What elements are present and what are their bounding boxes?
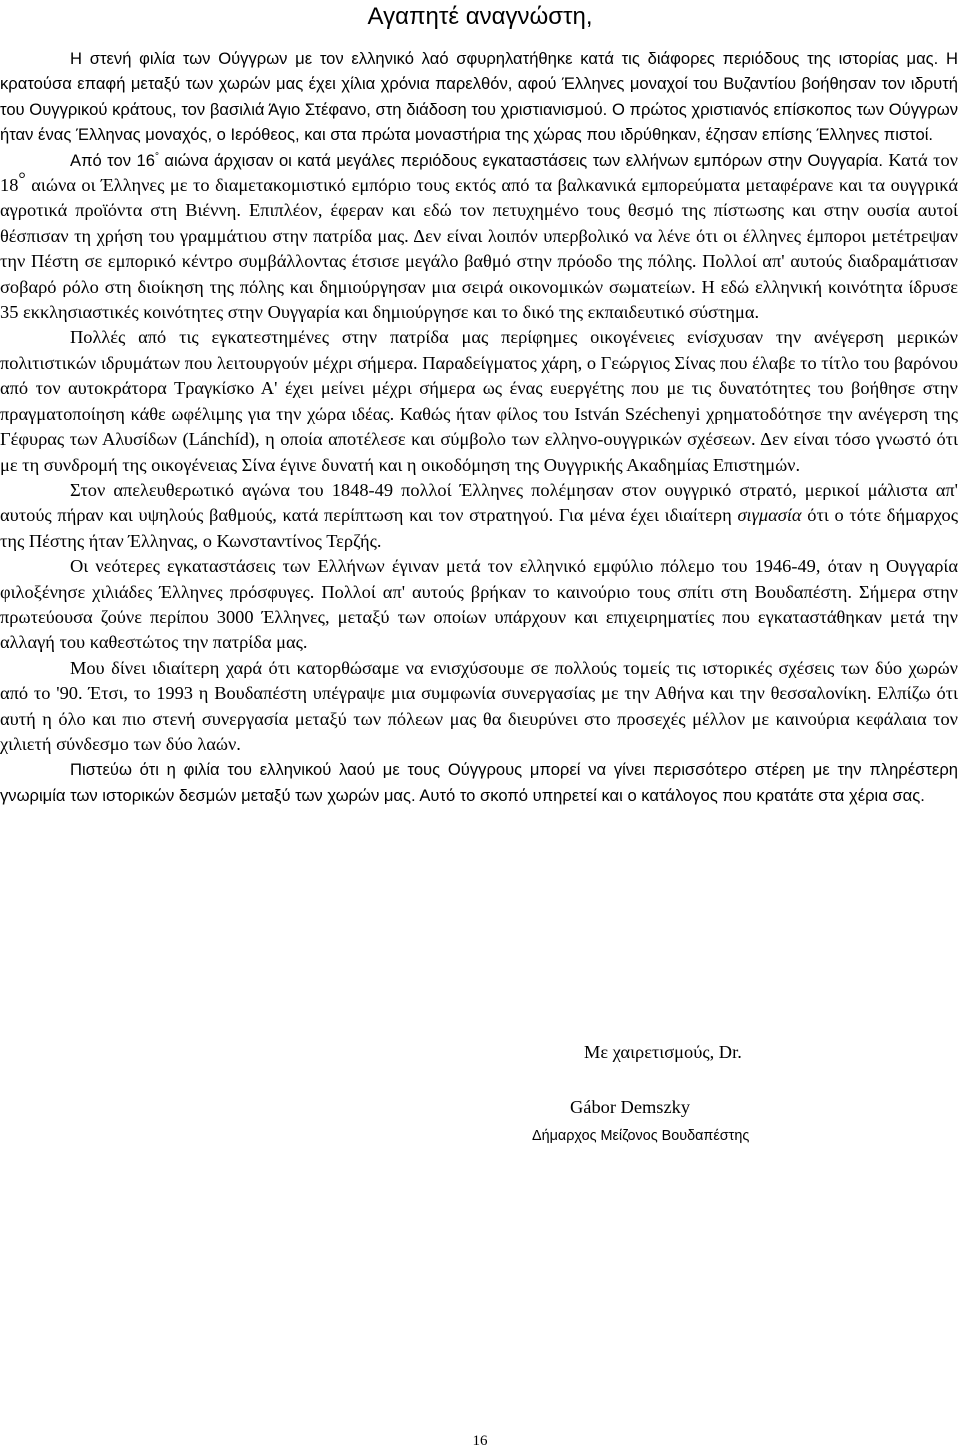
degree-superscript: ° bbox=[154, 151, 159, 163]
paragraph-hungarian-greek-friendship: Η στενή φιλία των Ούγγρων με τον ελληνικό λαό σφυρηλατήθηκε κατά τις διάφορες περιόδους της ιστορίας μας. Η κρατούσα επαφή μεταξύ των χωρών μας έχει χίλια χρόνια παρελθόν, αφού Έλληνες μοναχοί του Βυζαντίου βοήθησαν τον ιδρυτή του Ουγγρικού κράτους, τον βασιλιά Άγιο Στέφανο, στη διάδοση του χριστιανισμού. Ο πρώτος χριστιανός επίσκοπος των Ούγγρων ήταν ένας Έλληνας μοναχός, ο Ιερόθεος, και στα πρώτα μοναστήρια της χώρας που ιδρύθηκαν, έζησαν επίσης Έλληνες πιστοί. bbox=[0, 49, 958, 145]
paragraph-greek-merchants-part4: αιώνα οι Έλληνες με το διαμετακομιστικό εμπόριο τους εκτός από τα βαλκανικά εμπορεύματα μεταφέρανε και τα ουγγρικά αγροτικά προϊόντα στη Βιέννη. Επιπλέον, έφεραν και εδώ τον πετυχημένο τους θεσμό της πίστωσης και στην ουσία αυτοί θέσπισαν τη χρήση του γραμμάτιου στην πατρίδα μας. Δεν είναι λοιπόν υπερβολικό να λένε ότι οι έλληνες έμποροι μετέτρεψαν την Πέστη σε εμπορικό κέντρο συμβάλλοντας έτσισε μεγάλο βαθμό στην πρόοδο της πόλης. Πολλοί απ' αυτούς διαδραμάτισαν σοβαρό ρόλο στη διοίκηση της πόλης και δημιούργησαν μια σειρά οικονομικών σωματείων. Η εδώ ελληνική κοινότητα ίδρυσε 35 εκκλησιαστικές κοινότητες στην Ουγγαρία και δημιούργησε και το δικό της εκπαιδευτικό σύστημα. bbox=[0, 175, 958, 323]
italic-word: σιγμασία bbox=[737, 505, 802, 526]
letter-body bbox=[0, 46, 958, 808]
paragraph-famous-families: Πολλές από τις εγκατεστημένες στην πατρίδα μας περίφημες οικογένειες ενίσχυσαν την ανέγερση μερικών πολιτιστικών ιδρυμάτων που λειτουργούν μέχρι σήμερα. Παραδείγματος χάρη, ο Γεώργιος Σίνας που έλαβε το τίτλο του βαρόνου από τον αυτοκράτορα Τραγκίσκο Α' έχει μείνει μέχρι σήμερα ως ένας ευεργέτης που με τις δυνατότητες του βοήθησε στην πραγματοποίηση κάθε ωφέλιμης για την χώρα ιδέας. Καθώς ήταν φίλος του István Széchenyi χρηματοδότησε την ανέγερση της Γέφυρας των Αλυσίδων (Lánchíd), η οποία αποτέλεσε και σύμβολο των ελληνο-ουγγρικών σχέσεων. Δεν είναι τόσο γνωστό ότι με τη συνδρομή της οικογένειας Σίνα έγινε δυνατή και η οικοδόμηση της Ουγγρικής Ακαδημίας Επιστημών. bbox=[0, 327, 958, 475]
closing-greeting: Με χαιρετισμούς, Dr. bbox=[584, 1042, 742, 1062]
page-number: 16 bbox=[472, 1433, 488, 1449]
paragraph-newer-settlements: Οι νεότερες εγκαταστάσεις των Ελλήνων έγιναν μετά τον ελληνικό εμφύλιο πόλεμο του 1946-49, όταν η Ουγγαρία φιλοξένησε χιλιάδες Έλληνες πρόσφυγες. Πολλοί απ' αυτούς βρήκαν το καινούριο τους σπίτι στη Βουδαπέστη. Σήμερα στην πρωτεύουσα ζούνε περίπου 3000 Έλληνες, μεταξύ των οποίων υπάρχουν και επιχειρηματίες που εγκαταστάθηκαν μετά την αλλαγή του καθεστώτος την πατρίδα μας. bbox=[0, 556, 958, 653]
paragraph-liberation-war-part1: Στον απελευθερωτικό αγώνα του 1848-49 πολλοί Έλληνες πολέμησαν στον ουγγρικό στρατό, μερικοί μάλιστα απ' αυτούς πήραν και υψηλούς βαθμούς, κατά περίπτωση και τον στρατηγού. Για μένα έχει ιδιαίτερη bbox=[0, 479, 958, 526]
paragraph-catalogue: Πιστεύω ότι η φιλία του ελληνικού λαού με τους Ούγγρους μπορεί να γίνει περισσότερο στέρεη με την πληρέστερη γνωριμία των ιστορικών δεσμών μεταξύ των χωρών μας. Αυτό το σκοπό υπηρετεί και ο κατάλογος που κρατάτε στα χέρια σας. bbox=[0, 760, 958, 805]
paragraph-greek-merchants-part2: αιώνα άρχισαν οι κατά μεγάλες περιόδους εγκαταστάσεις των ελλήνων εμπόρων στην Ουγγαρία. bbox=[158, 150, 883, 170]
signer-title: Δήμαρχος Μείζονος Βουδαπέστης bbox=[532, 1128, 750, 1144]
paragraph-liberation-war bbox=[0, 478, 958, 554]
degree-superscript: ° bbox=[18, 168, 26, 189]
paragraph-cooperation: Μου δίνει ιδιαίτερη χαρά ότι κατορθώσαμε να ενισχύσουμε σε πολλούς τομείς τις ιστορικές σχέσεις των δύο χωρών από το '90. Έτσι, το 1993 η Βουδαπέστη υπέγραψε μια συμφωνία συνεργασίας με την Αθήνα και την θεσσαλονίκη. Ελπίζω ότι αυτή η όλο και πιο στενή συνεργασία μεταξύ των πόλεων μας θα διευρύνει στο προσεχές μέλλον με καινούρια κεφάλαια τον χιλιετή σύνδεσμο των δύο λαών. bbox=[0, 657, 958, 754]
paragraph-liberation-war-part2: ότι ο τότε δήμαρχος της Πέστης ήταν Έλληνας, ο Κωνσταντίνος Τερζής. bbox=[0, 505, 958, 551]
paragraph-greek-merchants bbox=[0, 148, 958, 326]
paragraph-greek-merchants-part3: Κατά τον 18 bbox=[0, 149, 958, 196]
signer-name: Gábor Demszky bbox=[570, 1097, 691, 1117]
paragraph-greek-merchants-part1: Από τον 16 bbox=[70, 150, 155, 170]
page-title: Αγαπητέ αναγνώστη, bbox=[367, 3, 593, 30]
